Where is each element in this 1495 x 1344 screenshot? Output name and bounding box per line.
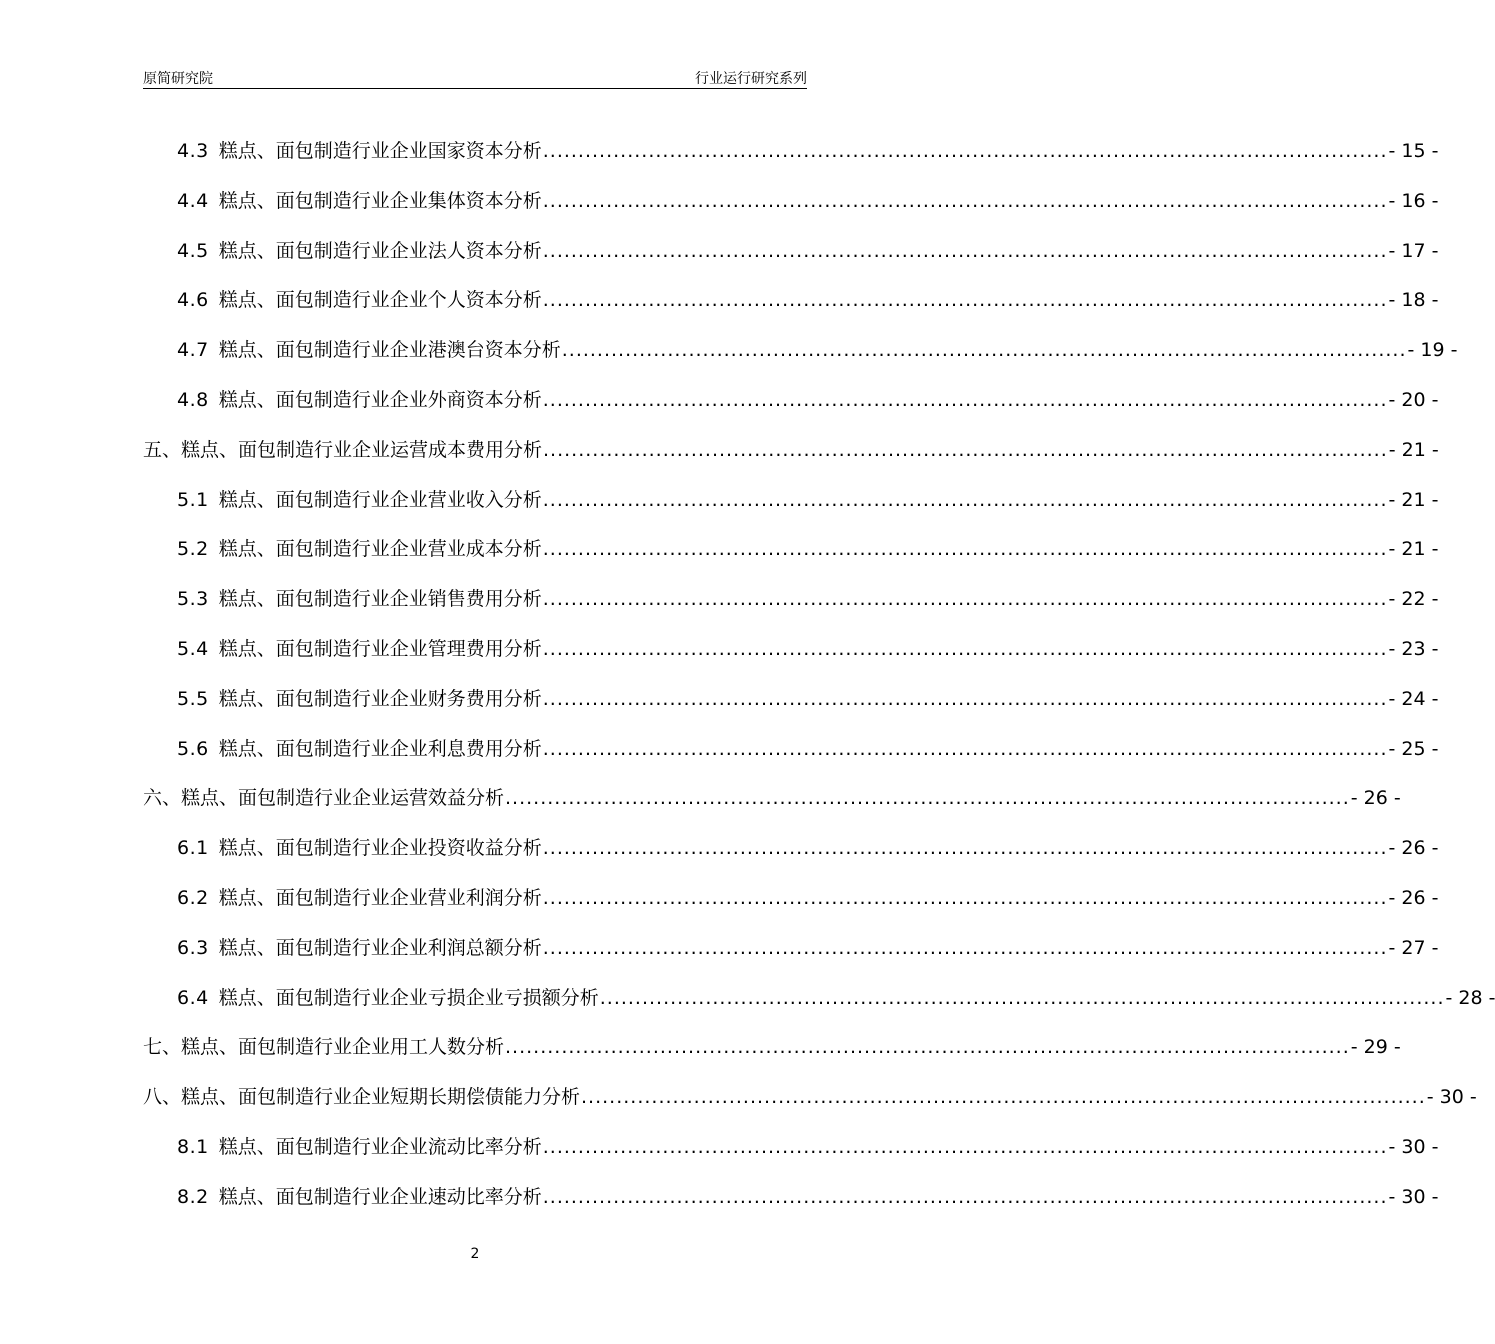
toc-entry-page: - 17 - <box>1388 239 1439 262</box>
toc-leader-dots: ........................................................................................................................ <box>599 986 1445 1009</box>
toc-entry-page: - 16 - <box>1388 189 1439 212</box>
toc-entry-page: - 24 - <box>1388 687 1439 710</box>
toc-entry-page: - 25 - <box>1388 737 1439 760</box>
toc-entry-title: 糕点、面包制造行业企业外商资本分析 <box>218 389 542 411</box>
toc-entry-number: 8.2 <box>177 1185 209 1208</box>
toc-entry-title: 糕点、面包制造行业企业投资收益分析 <box>218 837 542 860</box>
toc-entry[interactable] <box>177 233 1439 263</box>
toc-entry-page: - 30 - <box>1388 1136 1439 1158</box>
toc-entry-page: - 22 - <box>1388 588 1439 611</box>
toc-entry[interactable] <box>177 133 1439 163</box>
toc-entry-number: 4.8 <box>177 389 209 411</box>
toc-entry-number: 5.2 <box>177 538 209 561</box>
toc-entry-number: 6.3 <box>177 936 209 959</box>
toc-entry-page: - 18 - <box>1388 289 1439 312</box>
toc-entry-page: - 15 - <box>1388 140 1439 162</box>
toc-leader-dots: ........................................................................................................................ <box>542 887 1388 909</box>
toc-leader-dots: ........................................................................................................................ <box>542 588 1388 611</box>
toc-entry-title: 糕点、面包制造行业企业个人资本分析 <box>218 289 542 312</box>
toc-leader-dots: ........................................................................................................................ <box>542 488 1388 511</box>
toc-entry-page: - 21 - <box>1388 488 1439 511</box>
toc-entry-title: 糕点、面包制造行业企业亏损企业亏损额分析 <box>218 986 599 1009</box>
toc-leader-dots: ........................................................................................................................ <box>505 1036 1350 1059</box>
toc-entry[interactable] <box>143 1029 1401 1059</box>
toc-entry[interactable] <box>177 581 1439 611</box>
toc-entry-number: 4.4 <box>177 189 209 212</box>
toc-leader-dots: ........................................................................................................................ <box>542 687 1388 710</box>
toc-leader-dots: ........................................................................................................................ <box>542 1136 1388 1158</box>
toc-entry-number: 6.2 <box>177 887 209 909</box>
toc-entry-number: 4.3 <box>177 140 209 162</box>
toc-entry-title: 糕点、面包制造行业企业财务费用分析 <box>218 687 542 710</box>
toc-entry[interactable] <box>177 731 1439 761</box>
toc-entry-title: 糕点、面包制造行业企业流动比率分析 <box>218 1136 542 1158</box>
toc-entry[interactable] <box>177 681 1439 711</box>
toc-entry-number: 5.5 <box>177 687 209 710</box>
toc-entry-number: 6.4 <box>177 986 209 1009</box>
toc-leader-dots: ........................................................................................................................ <box>505 787 1350 810</box>
toc-entry-title: 糕点、面包制造行业企业法人资本分析 <box>218 239 542 262</box>
toc-leader-dots: ........................................................................................................................ <box>542 837 1388 860</box>
toc-entry-title: 糕点、面包制造行业企业国家资本分析 <box>218 140 542 162</box>
toc-entry-page: - 26 - <box>1388 887 1439 909</box>
toc-entry-page: - 23 - <box>1388 638 1439 660</box>
toc-entry-title: 糕点、面包制造行业企业营业收入分析 <box>218 488 542 511</box>
header-series: 行业运行研究系列 <box>695 71 807 87</box>
toc-entry[interactable] <box>143 432 1439 462</box>
toc-entry-title: 五、糕点、面包制造行业企业运营成本费用分析 <box>143 438 543 461</box>
toc-entry-title: 糕点、面包制造行业企业营业成本分析 <box>218 538 542 561</box>
toc-leader-dots: ........................................................................................................................ <box>542 140 1388 162</box>
toc-entry[interactable] <box>177 332 1458 362</box>
toc-entry-number: 5.3 <box>177 588 209 611</box>
toc-entry-title: 糕点、面包制造行业企业利息费用分析 <box>218 737 542 760</box>
toc-entry-number: 8.1 <box>177 1136 209 1158</box>
toc-entry-page: - 26 - <box>1350 787 1401 810</box>
toc-entry-page: - 26 - <box>1388 837 1439 860</box>
toc-leader-dots: ........................................................................................................................ <box>581 1086 1426 1109</box>
toc-entry-title: 糕点、面包制造行业企业集体资本分析 <box>218 189 542 212</box>
toc-leader-dots: ........................................................................................................................ <box>542 289 1388 312</box>
toc-leader-dots: ........................................................................................................................ <box>542 389 1388 411</box>
toc-leader-dots: ........................................................................................................................ <box>542 1185 1388 1208</box>
toc-entry[interactable] <box>177 930 1439 960</box>
toc-entry-number: 5.1 <box>177 488 209 511</box>
toc-leader-dots: ........................................................................................................................ <box>542 239 1388 262</box>
toc-entry-title: 糕点、面包制造行业企业利润总额分析 <box>218 936 542 959</box>
toc-entry-page: - 30 - <box>1388 1185 1439 1208</box>
toc-entry-title: 糕点、面包制造行业企业港澳台资本分析 <box>218 339 561 362</box>
toc-entry-page: - 21 - <box>1388 538 1439 561</box>
toc-entry-title: 糕点、面包制造行业企业销售费用分析 <box>218 588 542 611</box>
toc-entry-title: 糕点、面包制造行业企业速动比率分析 <box>218 1185 542 1208</box>
toc-entry-title: 七、糕点、面包制造行业企业用工人数分析 <box>143 1036 505 1059</box>
toc-entry[interactable] <box>177 830 1439 860</box>
toc-entry[interactable] <box>143 780 1401 810</box>
toc-entry-page: - 19 - <box>1407 339 1458 362</box>
toc-entry-title: 糕点、面包制造行业企业管理费用分析 <box>218 638 542 660</box>
toc-entry[interactable] <box>177 631 1439 661</box>
header-publisher: 原简研究院 <box>143 71 213 87</box>
toc-entry[interactable] <box>177 282 1439 312</box>
toc-leader-dots: ........................................................................................................................ <box>542 737 1388 760</box>
toc-entry[interactable] <box>177 880 1439 910</box>
toc-entry-title: 六、糕点、面包制造行业企业运营效益分析 <box>143 787 505 810</box>
toc-entry-title: 八、糕点、面包制造行业企业短期长期偿债能力分析 <box>143 1086 581 1109</box>
page-header <box>143 66 807 89</box>
toc-leader-dots: ........................................................................................................................ <box>542 638 1388 660</box>
toc-entry-number: 4.6 <box>177 289 209 312</box>
toc-leader-dots: ........................................................................................................................ <box>561 339 1407 362</box>
toc-entry[interactable] <box>177 482 1439 512</box>
toc-entry[interactable] <box>177 980 1495 1010</box>
toc-entry-number: 6.1 <box>177 837 209 860</box>
toc-entry-number: 5.6 <box>177 737 209 760</box>
toc-entry-number: 5.4 <box>177 638 209 660</box>
toc-entry-page: - 29 - <box>1350 1036 1401 1059</box>
toc-leader-dots: ........................................................................................................................ <box>543 438 1388 461</box>
toc-entry[interactable] <box>177 1129 1439 1159</box>
toc-entry-title: 糕点、面包制造行业企业营业利润分析 <box>218 887 542 909</box>
toc-entry[interactable] <box>177 1179 1439 1209</box>
toc-entry-page: - 30 - <box>1426 1086 1477 1109</box>
toc-entry-page: - 28 - <box>1445 986 1495 1009</box>
toc-entry-number: 4.5 <box>177 239 209 262</box>
toc-entry-page: - 20 - <box>1388 389 1439 411</box>
page-number: 2 <box>470 1246 480 1262</box>
toc-entry[interactable] <box>177 183 1439 213</box>
toc-entry[interactable] <box>177 531 1439 561</box>
toc-entry[interactable] <box>177 382 1439 412</box>
toc-leader-dots: ........................................................................................................................ <box>542 538 1388 561</box>
toc-entry-page: - 21 - <box>1388 438 1439 461</box>
toc-leader-dots: ........................................................................................................................ <box>542 189 1388 212</box>
toc-entry-number: 4.7 <box>177 339 209 362</box>
toc-entry[interactable] <box>143 1079 1477 1109</box>
toc-entry-page: - 27 - <box>1388 936 1439 959</box>
toc-leader-dots: ........................................................................................................................ <box>542 936 1388 959</box>
